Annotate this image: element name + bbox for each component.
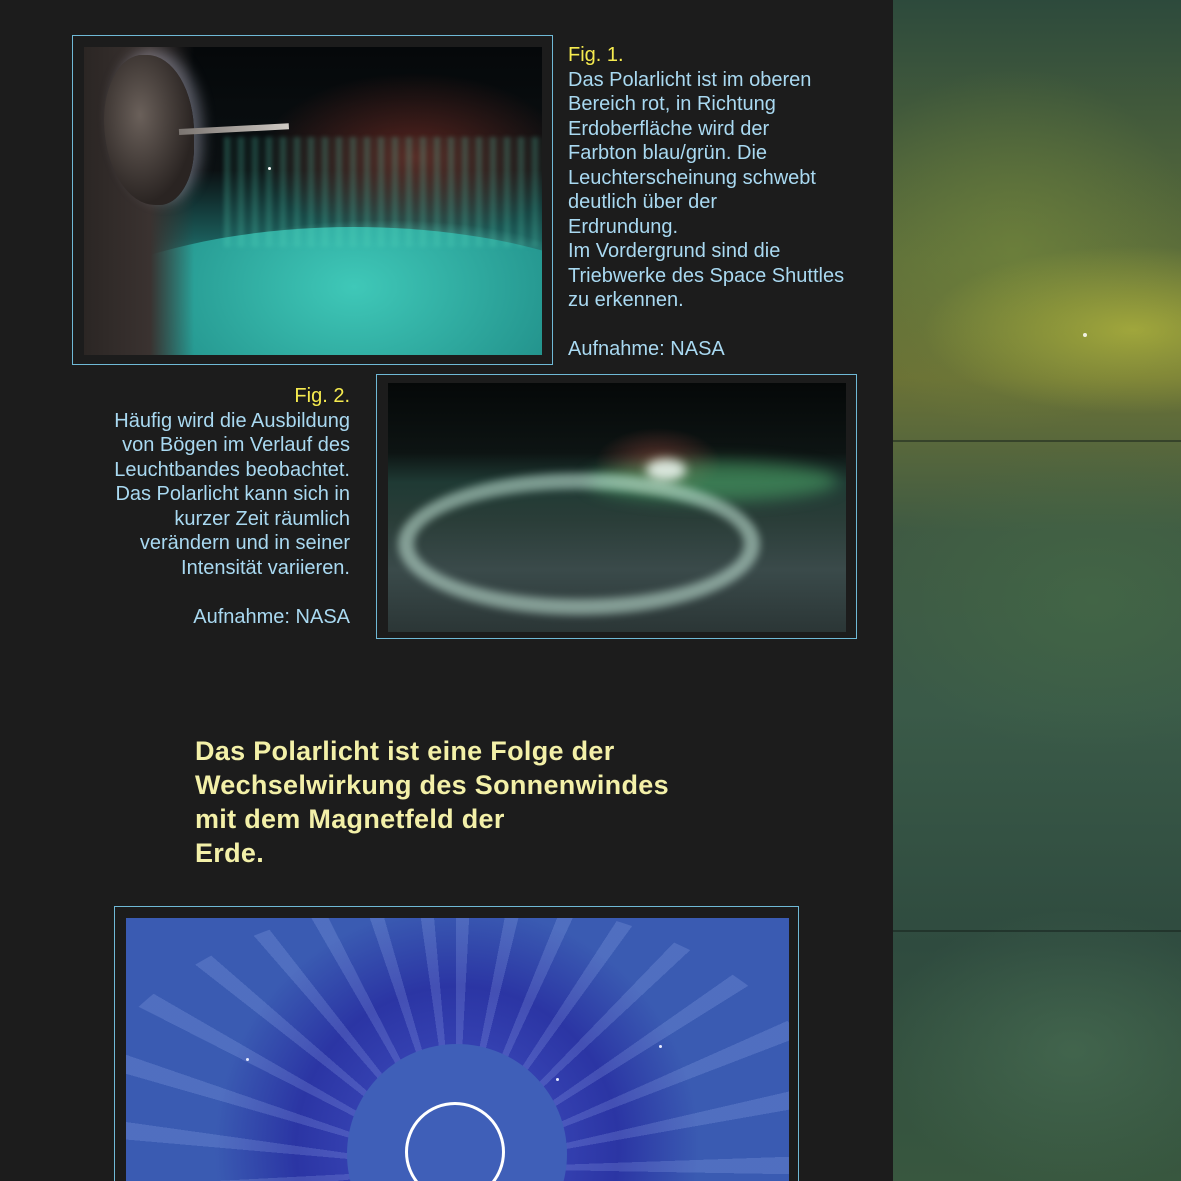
figure-3-frame (114, 906, 799, 1181)
figure-1-line: Im Vordergrund sind die (568, 240, 781, 262)
headline-line: Erde. (195, 838, 265, 868)
figure-1-line: deutlich über der (568, 191, 717, 213)
aurora-bright-spot (646, 459, 686, 481)
star (268, 167, 271, 170)
headline-line: mit dem Magnetfeld der (195, 804, 505, 834)
figure-1-line: Triebwerke des Space Shuttles (568, 264, 845, 287)
figure-2-line: Intensität variieren. (181, 556, 350, 579)
figure-2-credit: Aufnahme: NASA (193, 605, 350, 628)
side-aurora-photo (893, 0, 1181, 1181)
figure-2-line: von Bögen im Verlauf des (122, 434, 350, 456)
coronagraph-photo (126, 918, 789, 1181)
figure-1-frame (72, 35, 553, 365)
headline-line: Wechselwirkung des Sonnenwindes (195, 770, 669, 800)
figure-2-line: Häufig wird die Ausbildung (114, 409, 350, 432)
cloud-band (893, 440, 1181, 442)
figure-1-label: Fig. 1. (568, 44, 624, 66)
figure-2-label: Fig. 2. (294, 385, 350, 407)
figure-1-credit: Aufnahme: NASA (568, 338, 725, 360)
star (246, 1058, 249, 1061)
headline-line: Das Polarlicht ist eine Folge der (195, 736, 615, 766)
figure-1-aurora-photo (84, 47, 542, 355)
star (1083, 333, 1087, 337)
headline (195, 734, 795, 870)
figure-1-line: Farbton blau/grün. Die (568, 142, 768, 164)
figure-1-line: Das Polarlicht ist im oberen (568, 68, 812, 91)
shuttle-boom (179, 123, 289, 135)
figure-1-line: Erdrundung. (568, 215, 679, 238)
star (556, 1078, 559, 1081)
figure-2-aurora-photo (388, 383, 846, 632)
figure-2-caption (40, 384, 350, 629)
figure-1-line: Erdoberfläche wird der (568, 117, 770, 140)
aurora-arc (398, 473, 760, 615)
figure-2-frame (376, 374, 857, 639)
figure-2-line: Das Polarlicht kann sich in (115, 483, 350, 505)
figure-1-line: Bereich rot, in Richtung (568, 93, 776, 115)
figure-2-line: Leuchtbandes beobachtet. (114, 458, 350, 481)
aurora-curtain (224, 137, 542, 247)
cloud-band (893, 930, 1181, 932)
figure-2-line: kurzer Zeit räumlich (174, 507, 350, 530)
figure-1-line: zu erkennen. (568, 289, 684, 311)
figure-1-caption (568, 43, 883, 362)
star (659, 1045, 662, 1048)
figure-1-line: Leuchterscheinung schwebt (568, 166, 816, 189)
figure-2-line: verändern und in seiner (139, 532, 350, 554)
